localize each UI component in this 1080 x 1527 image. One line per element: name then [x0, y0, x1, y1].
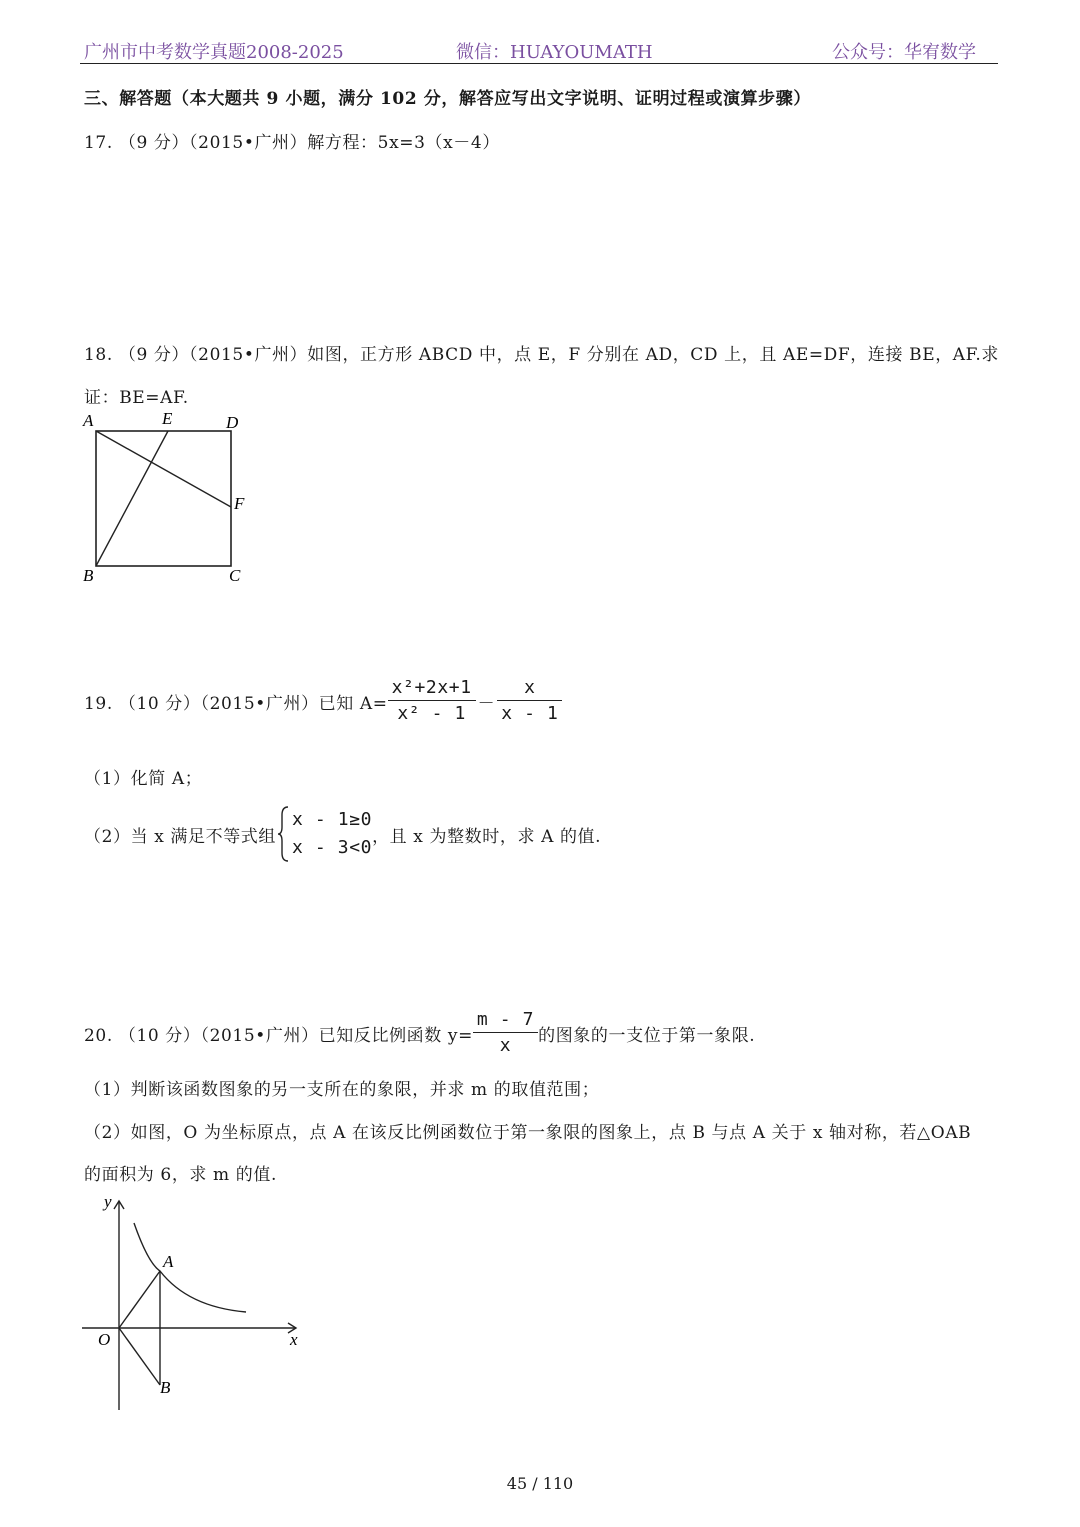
fraction-3-numerator: m - 7 [473, 1008, 538, 1033]
label-y: y [104, 1192, 112, 1211]
question-20 [84, 1008, 755, 1059]
fraction-3 [473, 1008, 538, 1059]
question-20-suffix: 的图象的一支位于第一象限. [538, 1026, 756, 1046]
header-left: 广州市中考数学真题2008-2025 [84, 42, 344, 63]
header-divider [80, 63, 998, 64]
header-center: 微信：HUAYOUMATH [456, 42, 653, 63]
label-d: D [226, 413, 239, 432]
hyperbola-curve [134, 1223, 246, 1312]
label-o: O [98, 1330, 111, 1349]
square-abcd-figure [80, 405, 255, 590]
question-20-part2-line2: 的面积为 6，求 m 的值. [84, 1165, 277, 1185]
segment-ob [119, 1328, 160, 1385]
question-19-part2-suffix: ，且 x 为整数时，求 A 的值. [372, 826, 602, 847]
left-brace [278, 805, 290, 863]
fraction-3-denominator: x [499, 1035, 512, 1056]
question-19-part2 [84, 805, 601, 863]
question-17: 17. （9 分）（2015•广州）解方程：5x=3（x－4） [84, 133, 500, 153]
question-19-part2-prefix: （2）当 x 满足不等式组 [84, 826, 277, 847]
fraction-2-numerator: x [497, 676, 562, 701]
label-c: C [229, 566, 241, 585]
fraction-2 [497, 676, 562, 727]
question-20-part2-line1: （2）如图，O 为坐标原点，点 A 在该反比例函数位于第一象限的图象上，点 B 与点 A 关于 x 轴对称，若△OAB [84, 1123, 972, 1143]
label-x: x [290, 1330, 298, 1349]
square-abcd [96, 431, 231, 566]
question-19-part1: （1）化简 A； [84, 769, 203, 789]
segment-oa [119, 1271, 160, 1328]
fraction-1 [388, 676, 476, 727]
question-19 [84, 676, 562, 727]
question-19-prefix: 19. （10 分）（2015•广州）已知 A= [84, 694, 388, 714]
segment-af [96, 431, 231, 507]
header-right: 公众号：华宥数学 [832, 42, 976, 63]
section-title: 三、解答题（本大题共 9 小题，满分 102 分，解答应写出文字说明、证明过程或演算步骤） [84, 89, 811, 109]
label-a: A [83, 411, 94, 430]
label-point-a: A [163, 1252, 174, 1271]
label-point-b: B [160, 1378, 171, 1397]
minus-sign: － [477, 694, 496, 714]
question-18-line2: 证：BE=AF. [84, 388, 189, 408]
label-b: B [83, 566, 94, 585]
label-e: E [162, 409, 173, 428]
inequality-system [292, 806, 372, 862]
question-20-prefix: 20. （10 分）（2015•广州）已知反比例函数 y= [84, 1026, 473, 1046]
inequality-2: x - 3<0 [292, 837, 373, 858]
question-18-line1: 18. （9 分）（2015•广州）如图，正方形 ABCD 中，点 E，F 分别在 AD，CD 上，且 AE=DF，连接 BE，AF.求 [84, 345, 1000, 365]
fraction-2-denominator: x - 1 [501, 703, 559, 724]
coordinate-figure [78, 1185, 310, 1417]
question-20-part1: （1）判断该函数图象的另一支所在的象限，并求 m 的取值范围； [84, 1080, 600, 1100]
inequality-1: x - 1≥0 [292, 809, 373, 830]
fraction-1-denominator: x² - 1 [397, 703, 466, 724]
page-number: 45 / 110 [506, 1474, 574, 1493]
label-f: F [234, 494, 245, 513]
fraction-1-numerator: x²+2x+1 [388, 676, 476, 701]
